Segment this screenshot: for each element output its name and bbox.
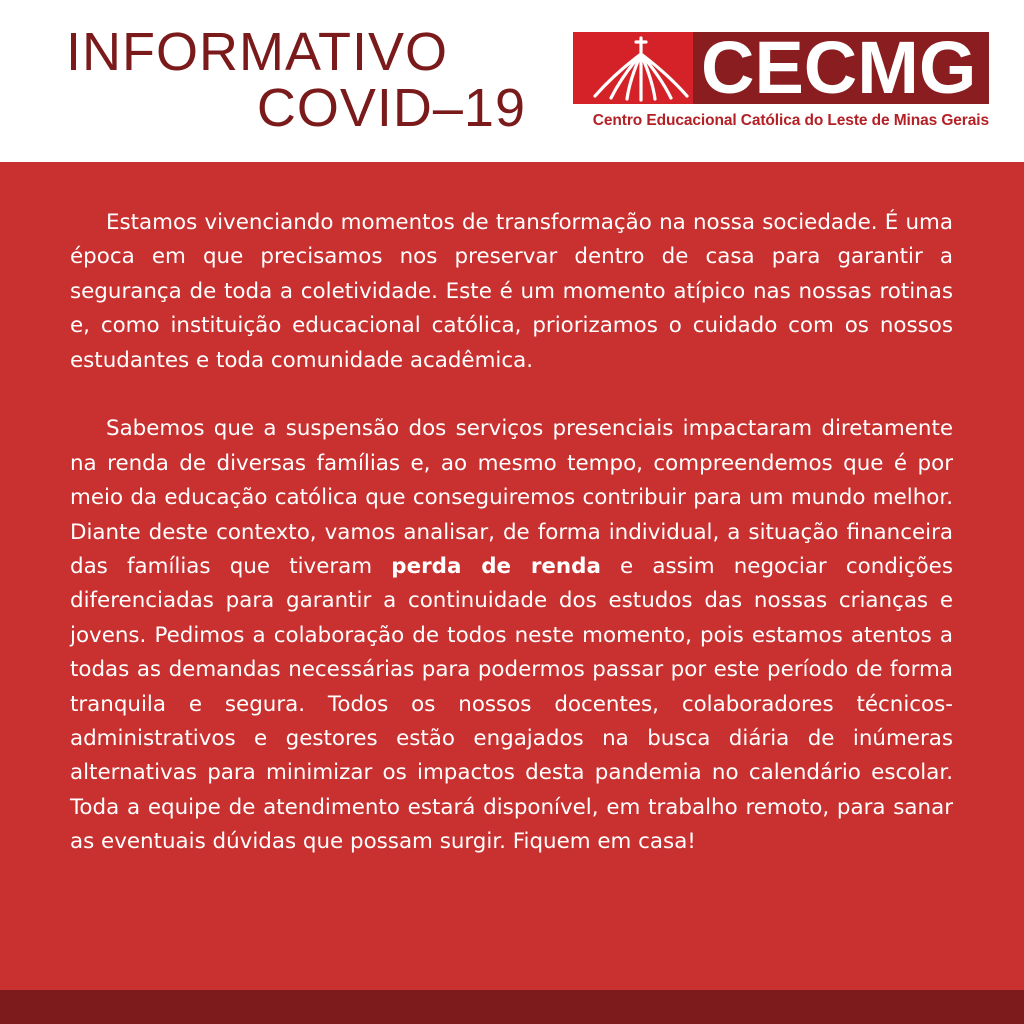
paragraph-1: Estamos vivenciando momentos de transformação na nossa sociedade. É uma época em que precisamos nos preservar dentro de casa para garantir a segurança de toda a coletividade. Este é um momento atípico nas nossas rotinas e, como instituição educacional católica, priorizamos o cuidado com os nossos estudantes e toda comunidade acadêmica. [70,210,953,373]
paragraph-2-emphasis: perda de renda [391,554,601,580]
logo-box [573,32,989,104]
title-line-2: COVID–19 [256,78,526,138]
paragraph-2-end: e assim negociar condições diferenciadas para garantir a continuidade dos estudos das nossas crianças e jovens. Pedimos a colaboração de todos neste momento, pois estamos atentos a todas as demandas necessárias para podermos passar por este período de forma tranquila e segura. Todos os nossos docentes, colaboradores técnicos-administrativos e gestores estão engajados na busca diária de inúmeras alternativas para minimizar os impactos desta pandemia no calendário escolar. Toda a equipe de atendimento estará disponível, em trabalho remoto, para sanar as eventuais dúvidas que possam surgir. Fiquem em casa! [70,554,953,855]
cecmg-logo [573,32,989,134]
content-panel [0,162,1024,990]
logo-subtitle: Centro Educacional Católica do Leste de Minas Gerais [592,112,989,129]
cathedral-icon [573,32,703,104]
paragraph-2-start: Sabemos que a suspensão dos serviços presenciais impactaram diretamente na renda de diversas famílias e, ao mesmo tempo, compreendemos que é por meio da educação católica que conseguiremos contribuir para um mundo melhor. Diante deste contexto, vamos analisar, de forma individual, a situação financeira das famílias que tiveram [70,416,953,580]
header [0,0,1024,162]
footer-bar [0,990,1024,1024]
body-text [70,206,953,860]
paragraph-2 [70,412,953,859]
logo-wordmark: CECMG [701,32,977,104]
page-title [66,24,526,136]
title-line-1: INFORMATIVO [66,22,448,82]
